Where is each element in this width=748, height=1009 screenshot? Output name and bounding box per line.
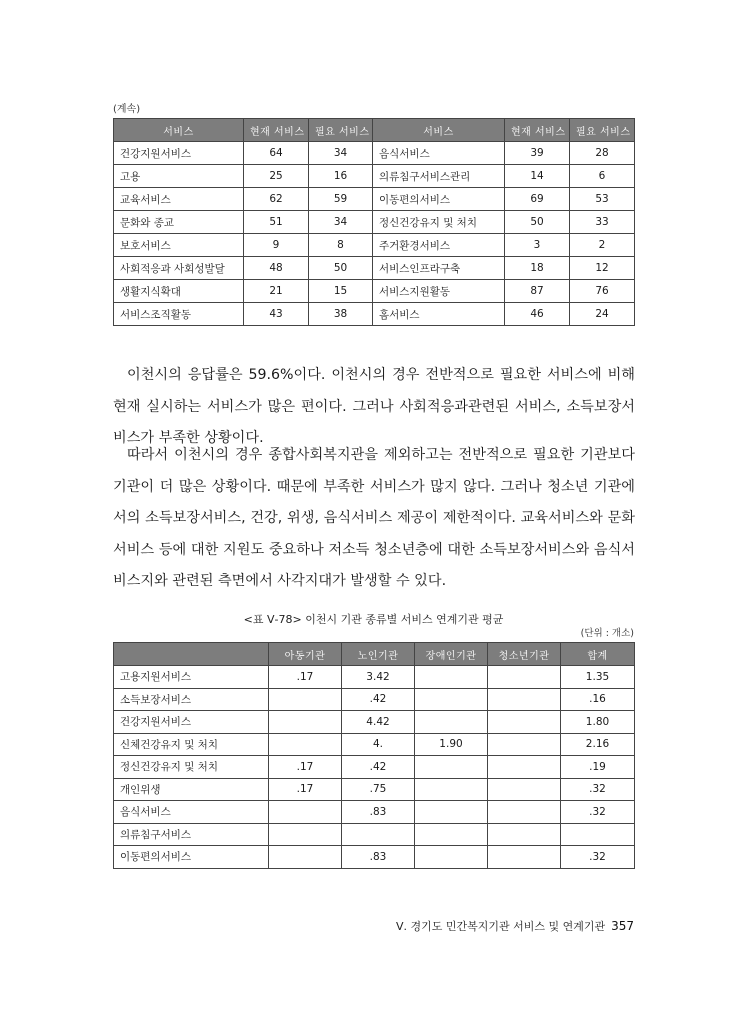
table-cell	[415, 846, 488, 869]
table-row	[114, 733, 635, 756]
table-cell: 12	[570, 257, 635, 280]
service-comparison-table	[113, 118, 635, 326]
table-cell: .32	[561, 801, 635, 824]
table-cell: 의류침구서비스	[114, 823, 269, 846]
table-cell	[488, 733, 561, 756]
table-cell: 14	[505, 165, 570, 188]
table-cell: .17	[269, 666, 342, 689]
table-cell: 사회적응과 사회성발달	[114, 257, 244, 280]
table-row	[114, 778, 635, 801]
table-cell: 정신건강유지 및 처치	[114, 756, 269, 779]
table-cell: 이동편의서비스	[373, 188, 505, 211]
table-cell: 생활지식확대	[114, 280, 244, 303]
table-cell: 38	[309, 303, 373, 326]
table-cell: 24	[570, 303, 635, 326]
table-cell	[488, 801, 561, 824]
table-cell: 정신건강유지 및 처치	[373, 211, 505, 234]
table-cell: 51	[244, 211, 309, 234]
table-cell: 62	[244, 188, 309, 211]
table-header-row	[114, 643, 635, 666]
table-caption: <표 Ⅴ-78> 이천시 기관 종류별 서비스 연계기관 평균	[243, 613, 504, 626]
table-cell: 43	[244, 303, 309, 326]
table-cell: 69	[505, 188, 570, 211]
table-cell: .42	[342, 688, 415, 711]
table-row	[114, 142, 635, 165]
table-cell: 교육서비스	[114, 188, 244, 211]
table-row	[114, 234, 635, 257]
table-row	[114, 165, 635, 188]
table-cell: .16	[561, 688, 635, 711]
table-cell	[415, 711, 488, 734]
header-current: 현재 서비스	[244, 119, 309, 142]
header-needed: 필요 서비스	[570, 119, 635, 142]
table-row	[114, 711, 635, 734]
table-cell	[415, 778, 488, 801]
header-disabled: 장애인기관	[415, 643, 488, 666]
table-cell	[415, 666, 488, 689]
table-cell	[488, 846, 561, 869]
table-cell: 건강지원서비스	[114, 711, 269, 734]
header-total: 합계	[561, 643, 635, 666]
table-cell: 서비스인프라구축	[373, 257, 505, 280]
table-cell: .32	[561, 846, 635, 869]
table-row	[114, 257, 635, 280]
table-cell: 4.42	[342, 711, 415, 734]
table-cell: 39	[505, 142, 570, 165]
table-cell: 76	[570, 280, 635, 303]
table-cell: 신체건강유지 및 처치	[114, 733, 269, 756]
table-cell	[415, 823, 488, 846]
table-cell: .42	[342, 756, 415, 779]
header-blank	[114, 643, 269, 666]
table-cell: 4.	[342, 733, 415, 756]
table-cell	[488, 756, 561, 779]
table-cell	[488, 778, 561, 801]
table-row	[114, 188, 635, 211]
page-number: 357	[611, 919, 634, 933]
table-row	[114, 846, 635, 869]
table-cell: 의류침구서비스관리	[373, 165, 505, 188]
table-cell: .32	[561, 778, 635, 801]
table-cell: 건강지원서비스	[114, 142, 244, 165]
header-current: 현재 서비스	[505, 119, 570, 142]
table-cell: 1.35	[561, 666, 635, 689]
table-unit: (단위 : 개소)	[580, 628, 634, 639]
table-cell: .75	[342, 778, 415, 801]
table-cell: 주거환경서비스	[373, 234, 505, 257]
table-cell: 문화와 종교	[114, 211, 244, 234]
table-cell	[488, 666, 561, 689]
table-cell	[488, 711, 561, 734]
continued-label: (계속)	[113, 104, 141, 115]
table-cell: 음식서비스	[373, 142, 505, 165]
table-cell	[415, 688, 488, 711]
table-row	[114, 756, 635, 779]
table-cell: .19	[561, 756, 635, 779]
paragraph-text: 이천시의 응답률은 59.6%이다. 이천시의 경우 전반적으로 필요한 서비스에 비해 현재 실시하는 서비스가 많은 편이다. 그러나 사회적응과관련된 서비스, 소득보장서비스가 부족한 상황이다.	[113, 367, 635, 447]
table-header-row	[114, 119, 635, 142]
table-cell: 2.16	[561, 733, 635, 756]
table-cell: 21	[244, 280, 309, 303]
linked-institution-average-table	[113, 642, 635, 869]
table-cell	[561, 823, 635, 846]
header-service: 서비스	[114, 119, 244, 142]
table-row	[114, 801, 635, 824]
table-cell: 18	[505, 257, 570, 280]
footer-section-title: Ⅴ. 경기도 민간복지기관 서비스 및 연계기관	[395, 920, 606, 933]
table-cell: 음식서비스	[114, 801, 269, 824]
table-cell: 2	[570, 234, 635, 257]
table-row	[114, 303, 635, 326]
table-cell: 50	[505, 211, 570, 234]
table-row	[114, 688, 635, 711]
table-cell: 서비스지원활동	[373, 280, 505, 303]
table-cell: 소득보장서비스	[114, 688, 269, 711]
table-cell: 고용	[114, 165, 244, 188]
table-cell	[415, 756, 488, 779]
table-cell	[269, 711, 342, 734]
table-cell: 87	[505, 280, 570, 303]
header-needed: 필요 서비스	[309, 119, 373, 142]
table-cell	[342, 823, 415, 846]
table-row	[114, 823, 635, 846]
table-cell: .83	[342, 801, 415, 824]
table-cell	[488, 688, 561, 711]
table-cell: 6	[570, 165, 635, 188]
table-cell: 8	[309, 234, 373, 257]
page-footer	[396, 918, 634, 934]
table-cell: 9	[244, 234, 309, 257]
table-cell: 고용지원서비스	[114, 666, 269, 689]
table-cell: 개인위생	[114, 778, 269, 801]
table-cell: 48	[244, 257, 309, 280]
table-cell: 서비스조직활동	[114, 303, 244, 326]
table-cell: 이동편의서비스	[114, 846, 269, 869]
table-cell: 1.90	[415, 733, 488, 756]
table-cell: .83	[342, 846, 415, 869]
table-cell: 홈서비스	[373, 303, 505, 326]
header-youth: 청소년기관	[488, 643, 561, 666]
paragraph-text: 따라서 이천시의 경우 종합사회복지관을 제외하고는 전반적으로 필요한 기관보다 기관이 더 많은 상황이다. 때문에 부족한 서비스가 많지 않다. 그러나 청소년 기관에서의 소득보장서비스, 건강, 위생, 음식서비스 제공이 제한적이다. 교육서비스와 문화 서비스 등에 대한 지원도 중요하나 저소득 청소년층에 대한 소득보장서비스와 음식서비스지와 관련된 측면에서 사각지대가 발생할 수 있다.	[113, 447, 635, 590]
table-cell	[269, 733, 342, 756]
table-cell: 46	[505, 303, 570, 326]
table-cell: 33	[570, 211, 635, 234]
table-cell: 16	[309, 165, 373, 188]
header-service: 서비스	[373, 119, 505, 142]
table-cell	[269, 823, 342, 846]
table-cell: 28	[570, 142, 635, 165]
table-cell: 53	[570, 188, 635, 211]
table-row	[114, 666, 635, 689]
table-row	[114, 211, 635, 234]
table-cell: .17	[269, 756, 342, 779]
table-cell: 59	[309, 188, 373, 211]
header-elderly: 노인기관	[342, 643, 415, 666]
table-cell: .17	[269, 778, 342, 801]
table-cell: 3.42	[342, 666, 415, 689]
table-cell: 34	[309, 211, 373, 234]
table-cell: 25	[244, 165, 309, 188]
header-child: 아동기관	[269, 643, 342, 666]
table-cell	[488, 823, 561, 846]
table-cell: 50	[309, 257, 373, 280]
paragraph-analysis	[113, 440, 635, 598]
table-cell	[269, 688, 342, 711]
table-cell	[269, 801, 342, 824]
table-cell: 15	[309, 280, 373, 303]
table-cell	[415, 801, 488, 824]
table-cell: 보호서비스	[114, 234, 244, 257]
table-row	[114, 280, 635, 303]
table-cell: 34	[309, 142, 373, 165]
table-cell: 1.80	[561, 711, 635, 734]
table-cell: 64	[244, 142, 309, 165]
table-cell: 3	[505, 234, 570, 257]
table-cell	[269, 846, 342, 869]
